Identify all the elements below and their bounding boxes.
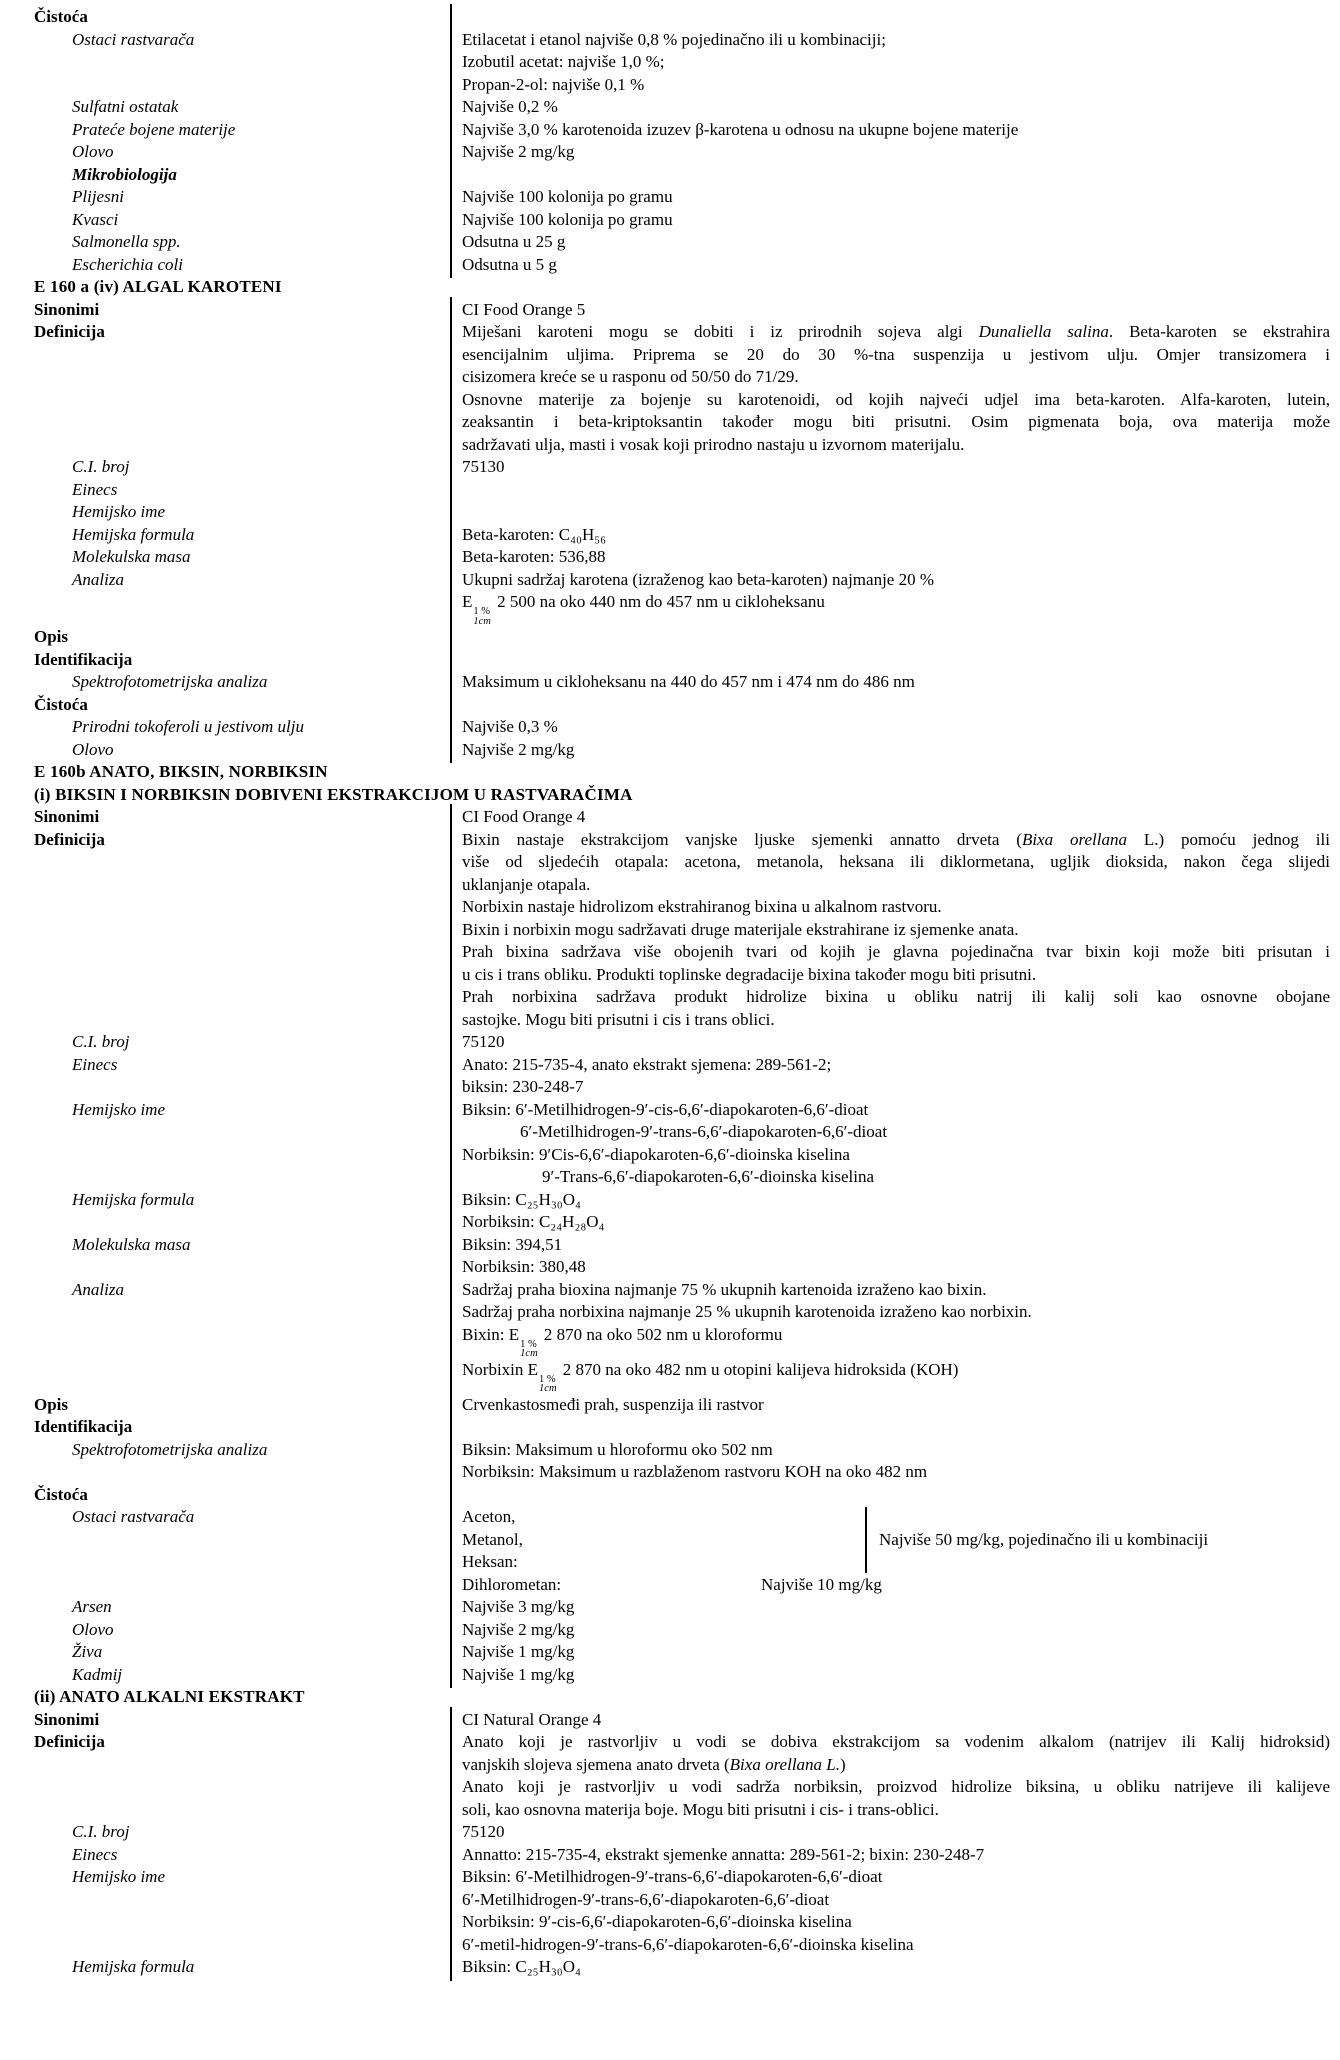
entry-row [0, 1731, 1340, 1821]
entry-row [0, 1099, 1340, 1189]
entry-values [450, 186, 1340, 209]
value-line: 75130 [462, 457, 505, 476]
entry-values [450, 626, 1340, 649]
value-line: biksin: 230-248-7 [462, 1077, 584, 1096]
entry-row [0, 546, 1340, 569]
entry-values [450, 1506, 1340, 1596]
text-segment: ) [840, 1754, 846, 1774]
value-line: Najviše 3 mg/kg [462, 1597, 575, 1616]
value-line: Biksin: Maksimum u hloroformu oko 502 nm [462, 1439, 773, 1459]
section-block [0, 6, 1340, 276]
entry-values [450, 1439, 1340, 1484]
text-segment: Bixa orellana L. [729, 1754, 841, 1774]
value-line: Sadržaj praha norbixina najmanje 25 % ukupnih karotenoida izraženo kao norbixin. [462, 1302, 1032, 1321]
value-line: 6′-metil-hidrogen-9′-trans-6,6′-diapokaroten-6,6′-dioinska kiselina [462, 1934, 914, 1954]
text-segment: Miješani karoteni mogu se dobiti i iz prirodnih sojeva algi [462, 322, 979, 341]
value-line: 75120 [462, 1822, 505, 1841]
column-rule [450, 297, 452, 764]
value-line: Prah norbixina sadržava produkt hidrolize bixina u obliku natrij ili kalij soli kao osnovne obojane [462, 987, 1330, 1006]
entry-values [450, 479, 1340, 502]
value-line: Anato koji je rastvorljiv u vodi sadrža norbiksin, proizvod hidrolize biksina, u obliku natrijeve ili kalijeve [462, 1777, 1330, 1796]
entry-row [0, 479, 1340, 502]
entry-label: Olovo [72, 739, 114, 759]
entry-label: Sinonimi [34, 299, 100, 319]
value-line: Norbiksin: C₂₄H₂₈O₄ [462, 1212, 605, 1231]
entry-label: Čistoća [34, 7, 88, 26]
value-line [462, 321, 1330, 344]
e-subscript: 1cm [520, 1348, 538, 1359]
entry-row [0, 739, 1340, 762]
value-line: CI Natural Orange 4 [462, 1709, 602, 1729]
entry-row [0, 1821, 1340, 1844]
entry-values [450, 569, 1340, 627]
value-line [462, 1324, 1330, 1359]
value-line: cisizomera kreće se u rasponu od 50/50 do 71/29. [462, 367, 799, 386]
value-line: Maksimum u cikloheksanu na 440 do 457 nm i 474 nm do 486 nm [462, 672, 915, 691]
value-line: Biksin: 6′-Metilhidrogen-9′-cis-6,6′-diapokaroten-6,6′-dioat [462, 1099, 869, 1119]
entry-label: Hemijska formula [72, 524, 195, 544]
section-header: E 160 a (iv) ALGAL KAROTENI [34, 277, 282, 296]
entry-row [0, 1484, 1340, 1507]
value-line: Etilacetat i etanol najviše 0,8 % pojedinačno ili u kombinaciji; [462, 29, 886, 49]
entry-row [0, 1641, 1340, 1664]
value-line: Najviše 2 mg/kg [462, 142, 575, 161]
entry-label: Opis [34, 627, 69, 646]
entry-row [0, 1866, 1340, 1956]
entry-row [0, 1054, 1340, 1099]
e-superscript: 1 % [539, 1373, 556, 1385]
entry-values [450, 806, 1340, 829]
entry-row [0, 1596, 1340, 1619]
value-line: Anato: 215-735-4, anato ekstrakt sjemena: 289-561-2; [462, 1054, 832, 1074]
entry-row [0, 501, 1340, 524]
value-line: soli, kao osnovna materija boje. Mogu biti prisutni i cis- i trans-oblici. [462, 1799, 939, 1819]
value-line: Biksin: C₂₅H₃₀O₄ [462, 1957, 581, 1976]
value-line: Biksin: 394,51 [462, 1234, 563, 1254]
entry-values [450, 1484, 1340, 1507]
entry-values [450, 254, 1340, 277]
value-line: Bixin i norbixin mogu sadržavati druge materijale ekstrahirane iz sjemenke anata. [462, 919, 1019, 939]
text-segment: Bixin nastaje ekstrakcijom vanjske ljuske sjemenki annatto drveta ( [462, 829, 1022, 849]
entry-row [0, 6, 1340, 29]
entry-values [450, 119, 1340, 142]
entry-values [450, 456, 1340, 479]
entry-label: Escherichia coli [72, 254, 183, 274]
entry-values [450, 1641, 1340, 1664]
entry-label: Mikrobiologija [72, 164, 177, 184]
entry-label: Identifikacija [34, 1417, 133, 1436]
value-line [462, 591, 1330, 626]
entry-row [0, 254, 1340, 277]
e-superscript: 1 % [520, 1338, 537, 1350]
entry-values [450, 524, 1340, 547]
entry-label: Hemijska formula [72, 1189, 195, 1209]
entry-row [0, 626, 1340, 649]
value-line [462, 829, 1330, 852]
entry-label: Olovo [72, 142, 114, 161]
value-line: Biksin: 6′-Metilhidrogen-9′-trans-6,6′-diapokaroten-6,6′-dioat [462, 1867, 883, 1886]
entry-values [450, 321, 1340, 456]
text-segment: vanjskih slojeva sjemena anato drveta ( [462, 1754, 730, 1774]
entry-row [0, 671, 1340, 694]
entry-label: Identifikacija [34, 649, 133, 669]
solvent-bracket-group [462, 1506, 1330, 1574]
value-line: Najviše 1 mg/kg [462, 1664, 575, 1684]
text-segment: Dunaliella salina [978, 322, 1109, 341]
entry-values [450, 739, 1340, 762]
entry-label: Kvasci [72, 209, 119, 229]
entry-label: Sinonimi [34, 1709, 100, 1729]
entry-values [450, 716, 1340, 739]
value-line: Beta-karoten: 536,88 [462, 547, 606, 566]
e-extinction-notation [539, 1375, 557, 1394]
entry-row [0, 569, 1340, 627]
entry-label: C.I. broj [72, 457, 130, 476]
entry-values [450, 231, 1340, 254]
entry-values [450, 671, 1340, 694]
entry-label: Hemijsko ime [72, 502, 166, 521]
entry-label: Opis [34, 1394, 69, 1414]
entry-label: Molekulska masa [72, 547, 191, 566]
entry-values [450, 1709, 1340, 1732]
section-block [0, 299, 1340, 762]
entry-label: Čistoća [34, 1484, 88, 1504]
value-line: esencijalnim uljima. Priprema se 20 do 30 %-tna suspenzija u jestivom ulju. Omjer transizomera i [462, 344, 1330, 364]
section-block [0, 806, 1340, 1686]
entry-row [0, 1279, 1340, 1394]
entry-label: Čistoća [34, 694, 88, 714]
value-line: Ukupni sadržaj karotena (izraženog kao beta-karoten) najmanje 20 % [462, 569, 935, 589]
value-line: Norbiksin: Maksimum u razblaženom rastvoru KOH na oko 482 nm [462, 1462, 928, 1481]
entry-row [0, 29, 1340, 97]
section-header: (ii) ANATO ALKALNI EKSTRAKT [34, 1687, 305, 1706]
entry-values [450, 546, 1340, 569]
entry-label: Spektrofotometrijska analiza [72, 1439, 268, 1459]
entry-row [0, 1844, 1340, 1867]
entry-values [450, 1054, 1340, 1099]
text-segment: L.) pomoću jednog ili [1126, 829, 1330, 849]
value-line: Anato koji je rastvorljiv u vodi se dobiva ekstrakcijom sa vodenim alkalom (natrijev ili Kalij hidroksid) [462, 1732, 1330, 1751]
entry-values [450, 164, 1340, 187]
value-line [462, 1484, 1330, 1507]
entry-values [450, 1234, 1340, 1279]
entry-label: Hemijsko ime [72, 1867, 166, 1886]
value-line: CI Food Orange 5 [462, 299, 586, 319]
value-line: Odsutna u 5 g [462, 254, 557, 274]
bracket-limit-note: Najviše 50 mg/kg, pojedinačno ili u kombinaciji [879, 1529, 1209, 1549]
entry-label: Sulfatni ostatak [72, 97, 179, 116]
entry-label: Plijesni [72, 187, 124, 206]
entry-row [0, 1416, 1340, 1439]
entry-row [0, 96, 1340, 119]
value-line: u cis i trans obliku. Produkti toplinske degradacije bixina također mogu biti prisutni. [462, 964, 1037, 984]
entry-row [0, 141, 1340, 164]
value-line: Norbixin nastaje hidrolizom ekstrahiranog bixina u alkalnom rastvoru. [462, 897, 942, 916]
entry-label: Molekulska masa [72, 1234, 191, 1254]
section-header: E 160b ANATO, BIKSIN, NORBIKSIN [34, 762, 328, 781]
entry-label: Arsen [72, 1597, 112, 1616]
entry-label: C.I. broj [72, 1032, 130, 1051]
entry-label: Živa [72, 1642, 103, 1661]
entry-row [0, 1664, 1340, 1687]
entry-values [450, 1189, 1340, 1234]
solvent-name-line: Metanol, [462, 1529, 523, 1549]
entry-row [0, 1506, 1340, 1596]
entry-label: Kadmij [72, 1664, 123, 1684]
value-line [462, 479, 1330, 502]
entry-row [0, 806, 1340, 829]
entry-values [450, 501, 1340, 524]
entry-values [450, 829, 1340, 1032]
text-segment: 2 870 na oko 482 nm u otopini kalijeva hidroksida (KOH) [558, 1359, 959, 1379]
value-line: Norbiksin: 9′-cis-6,6′-diapokaroten-6,6′-dioinska kiselina [462, 1912, 852, 1931]
entry-label: Salmonella spp. [72, 232, 181, 251]
value-line: Osnovne materije za bojenje su karotenoidi, od kojih najveći udjel ima beta-karoten. Alfa-karoten, lutein, [462, 389, 1330, 409]
value-line: Biksin: C₂₅H₃₀O₄ [462, 1189, 581, 1209]
entry-label: Einecs [72, 1844, 118, 1864]
entry-row [0, 694, 1340, 717]
value-line [462, 1359, 1330, 1394]
value-line: Annatto: 215-735-4, ekstrakt sjemenke annatta: 289-561-2; bixin: 230-248-7 [462, 1844, 985, 1864]
entry-values [450, 1416, 1340, 1439]
entry-values [450, 1664, 1340, 1687]
value-line: 6′-Metilhidrogen-9′-trans-6,6′-diapokaroten-6,6′-dioat [520, 1122, 888, 1141]
value-line: Propan-2-ol: najviše 0,1 % [462, 74, 645, 94]
entry-values [450, 299, 1340, 322]
value-line: Prah bixina sadržava više obojenih tvari od kojih je glavna pojedinačna tvar bixin koji može biti prisutan i [462, 942, 1330, 961]
e-extinction-notation [473, 607, 491, 626]
entry-row [0, 321, 1340, 456]
value-line [462, 649, 1330, 672]
value-line: sastojke. Mogu biti prisutni i cis i trans oblici. [462, 1009, 775, 1029]
column-rule [450, 804, 452, 1688]
entry-values [450, 1099, 1340, 1189]
value-line [462, 626, 1330, 649]
value-line: 75120 [462, 1032, 505, 1051]
value-line: više od sljedećih otapala: acetona, metanola, heksana ili diklormetana, ugljik dioksida, nakon čega slijedi [462, 852, 1330, 871]
value-line [462, 1416, 1330, 1439]
text-segment: Bixin: E [462, 1324, 520, 1344]
value-line: 6′-Metilhidrogen-9′-trans-6,6′-diapokaroten-6,6′-dioat [462, 1889, 830, 1909]
entry-label: Prateće bojene materije [72, 119, 236, 139]
e-subscript: 1cm [473, 615, 491, 627]
text-segment: Norbixin E [462, 1359, 539, 1379]
value-line: zeaksantin i beta-kriptoksantin također mogu biti prisutni. Osim pigmenata boja, ova materija može [462, 412, 1330, 431]
entry-values [450, 1731, 1340, 1821]
value-line [462, 1754, 1330, 1777]
value-line: Beta-karoten: C₄₀H₅₆ [462, 524, 607, 544]
value-line: Odsutna u 25 g [462, 232, 566, 251]
entry-row [0, 119, 1340, 142]
entry-values [450, 1821, 1340, 1844]
entry-row [0, 1709, 1340, 1732]
entry-row [0, 1956, 1340, 1979]
entry-row [0, 456, 1340, 479]
entry-label: Sinonimi [34, 807, 100, 826]
entry-row [0, 299, 1340, 322]
entry-values [450, 29, 1340, 97]
entry-row [0, 1619, 1340, 1642]
entry-row [0, 164, 1340, 187]
value-line: Sadržaj praha bioxina najmanje 75 % ukupnih kartenoida izraženo kao bixin. [462, 1279, 987, 1299]
value-line: Norbiksin: 9′Cis-6,6′-diapokaroten-6,6′-dioinska kiselina [462, 1144, 850, 1164]
entry-values [450, 1031, 1340, 1054]
bracket-bar [865, 1507, 867, 1573]
section-block [0, 1709, 1340, 1979]
e-subscript: 1cm [539, 1383, 557, 1394]
text-segment: . Beta-karoten se ekstrahira [1108, 322, 1330, 341]
solvent-name-line: Aceton, [462, 1507, 516, 1526]
value-line [462, 164, 1330, 187]
entry-label: Prirodni tokoferoli u jestivom ulju [72, 717, 304, 736]
entry-values [450, 96, 1340, 119]
value-line: Najviše 0,3 % [462, 717, 558, 736]
entry-values [450, 1596, 1340, 1619]
entry-values [450, 1279, 1340, 1394]
solvent-tail-line [462, 1574, 1330, 1597]
solvent-name-line: Heksan: [462, 1552, 518, 1571]
entry-label: Definicija [34, 829, 105, 849]
value-line: Norbiksin: 380,48 [462, 1257, 586, 1276]
e-superscript: 1 % [473, 606, 491, 617]
entry-row [0, 1189, 1340, 1234]
value-line: sadržavati ulja, masti i vosak koji prirodno nastaju u izvornom materijalu. [462, 434, 965, 454]
entry-row [0, 1234, 1340, 1279]
value-line: uklanjanje otapala. [462, 874, 591, 894]
entry-label: Ostaci rastvarača [72, 29, 195, 49]
entry-label: Einecs [72, 479, 118, 499]
entry-row [0, 186, 1340, 209]
entry-row [0, 1031, 1340, 1054]
entry-row [0, 716, 1340, 739]
value-line: Izobutil acetat: najviše 1,0 %; [462, 52, 665, 71]
solvent-name: Dihlorometan: [462, 1574, 562, 1594]
value-line: Crvenkastosmeđi prah, suspenzija ili rastvor [462, 1394, 764, 1414]
entry-label: Hemijska formula [72, 1957, 195, 1976]
entry-values [450, 694, 1340, 717]
entry-values [450, 1844, 1340, 1867]
value-line [462, 694, 1330, 717]
entry-row [0, 1439, 1340, 1484]
solvent-limit: Najviše 10 mg/kg [761, 1574, 882, 1594]
value-line: Najviše 100 kolonija po gramu [462, 209, 673, 229]
entry-values [450, 649, 1340, 672]
entry-row [0, 231, 1340, 254]
entry-values [450, 6, 1340, 29]
entry-values [450, 1394, 1340, 1417]
text-segment: 2 500 na oko 440 nm do 457 nm u cikloheksanu [492, 592, 825, 611]
text-segment: Bixa orellana [1021, 829, 1127, 849]
value-line: 9′-Trans-6,6′-diapokaroten-6,6′-dioinska kiselina [542, 1167, 875, 1186]
section-header: (i) BIKSIN I NORBIKSIN DOBIVENI EKSTRAKCIJOM U RASTVARAČIMA [34, 784, 633, 804]
entry-row [0, 829, 1340, 1032]
entry-label: Spektrofotometrijska analiza [72, 672, 268, 691]
entry-label: Definicija [34, 1732, 105, 1751]
entry-row [0, 649, 1340, 672]
entry-row [0, 524, 1340, 547]
entry-label: Analiza [72, 1279, 124, 1299]
value-line [462, 6, 1330, 29]
value-line: CI Food Orange 4 [462, 807, 586, 826]
entry-label: Definicija [34, 322, 105, 341]
value-line: Najviše 100 kolonija po gramu [462, 187, 673, 206]
entry-label: Olovo [72, 1619, 114, 1639]
entry-values [450, 1619, 1340, 1642]
value-line: Najviše 1 mg/kg [462, 1642, 575, 1661]
entry-values [450, 1866, 1340, 1956]
entry-row [0, 1394, 1340, 1417]
value-line: Najviše 2 mg/kg [462, 739, 575, 759]
text-segment: 2 870 na oko 502 nm u kloroformu [539, 1324, 783, 1344]
value-line [462, 501, 1330, 524]
entry-label: Hemijsko ime [72, 1099, 166, 1119]
entry-row [0, 209, 1340, 232]
entry-label: Ostaci rastvarača [72, 1507, 195, 1526]
entry-label: C.I. broj [72, 1822, 130, 1841]
entry-label: Analiza [72, 569, 124, 589]
column-rule [450, 1707, 452, 1981]
entry-values [450, 141, 1340, 164]
value-line: Najviše 3,0 % karotenoida izuzev β-karotena u odnosu na ukupne bojene materije [462, 119, 1019, 139]
value-line: Najviše 2 mg/kg [462, 1619, 575, 1639]
value-line: Najviše 0,2 % [462, 97, 558, 116]
entry-values [450, 1956, 1340, 1979]
entry-values [450, 209, 1340, 232]
e-extinction-notation [520, 1340, 538, 1359]
text-segment: E [462, 592, 473, 611]
entry-label: Einecs [72, 1054, 118, 1074]
column-rule [450, 4, 452, 278]
